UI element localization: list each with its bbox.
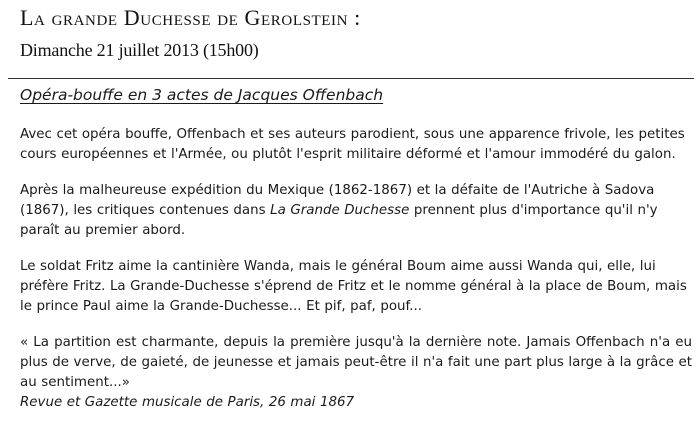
quote-text: « La partition est charmante, depuis la première jusqu'à la dernière note. Jamais Offenbach n'a eu plus de verve, de gaieté, de jeunesse et jamais peut-être il n'a fait une part plus large à la grâce et au sentiment...» — [20, 335, 692, 390]
performance-date: Dimanche 21 juillet 2013 (15h00) — [20, 40, 259, 60]
history-text-start: Après la malheureuse expédition du Mexique (1862-1867) et la défaite de l'Autriche à Sadova (1867), les critiques contenues dans — [20, 183, 655, 218]
press-quote — [20, 333, 692, 413]
paragraph-history — [20, 181, 692, 241]
paragraph-intro: Avec cet opéra bouffe, Offenbach et ses auteurs parodient, sous une apparence frivole, les petites cours européennes et l'Armée, ou plutôt l'esprit militaire déformé et l'amour immodéré du galon. — [20, 127, 685, 162]
history-text-end: prennent plus d'importance qu'il n'y paraît au premier abord. — [20, 203, 658, 238]
paragraph-plot: Le soldat Fritz aime la cantinière Wanda, mais le général Boum aime aussi Wanda qui, elle, lui préfère Fritz. La Grande-Duchesse s'éprend de Fritz et le nomme général à la place de Boum, mais le prince Paul aime la Grande-Duchesse... Et pif, paf, pouf... — [20, 259, 687, 314]
header-divider — [8, 78, 694, 79]
work-title-citation: La Grande Duchesse — [270, 203, 410, 218]
page-title: La grande Duchesse de Gerolstein : — [20, 5, 361, 30]
body-text — [20, 125, 692, 413]
subtitle: Opéra-bouffe en 3 actes de Jacques Offenbach — [20, 86, 384, 104]
quote-source: Revue et Gazette musicale de Paris, 26 mai 1867 — [20, 395, 355, 410]
